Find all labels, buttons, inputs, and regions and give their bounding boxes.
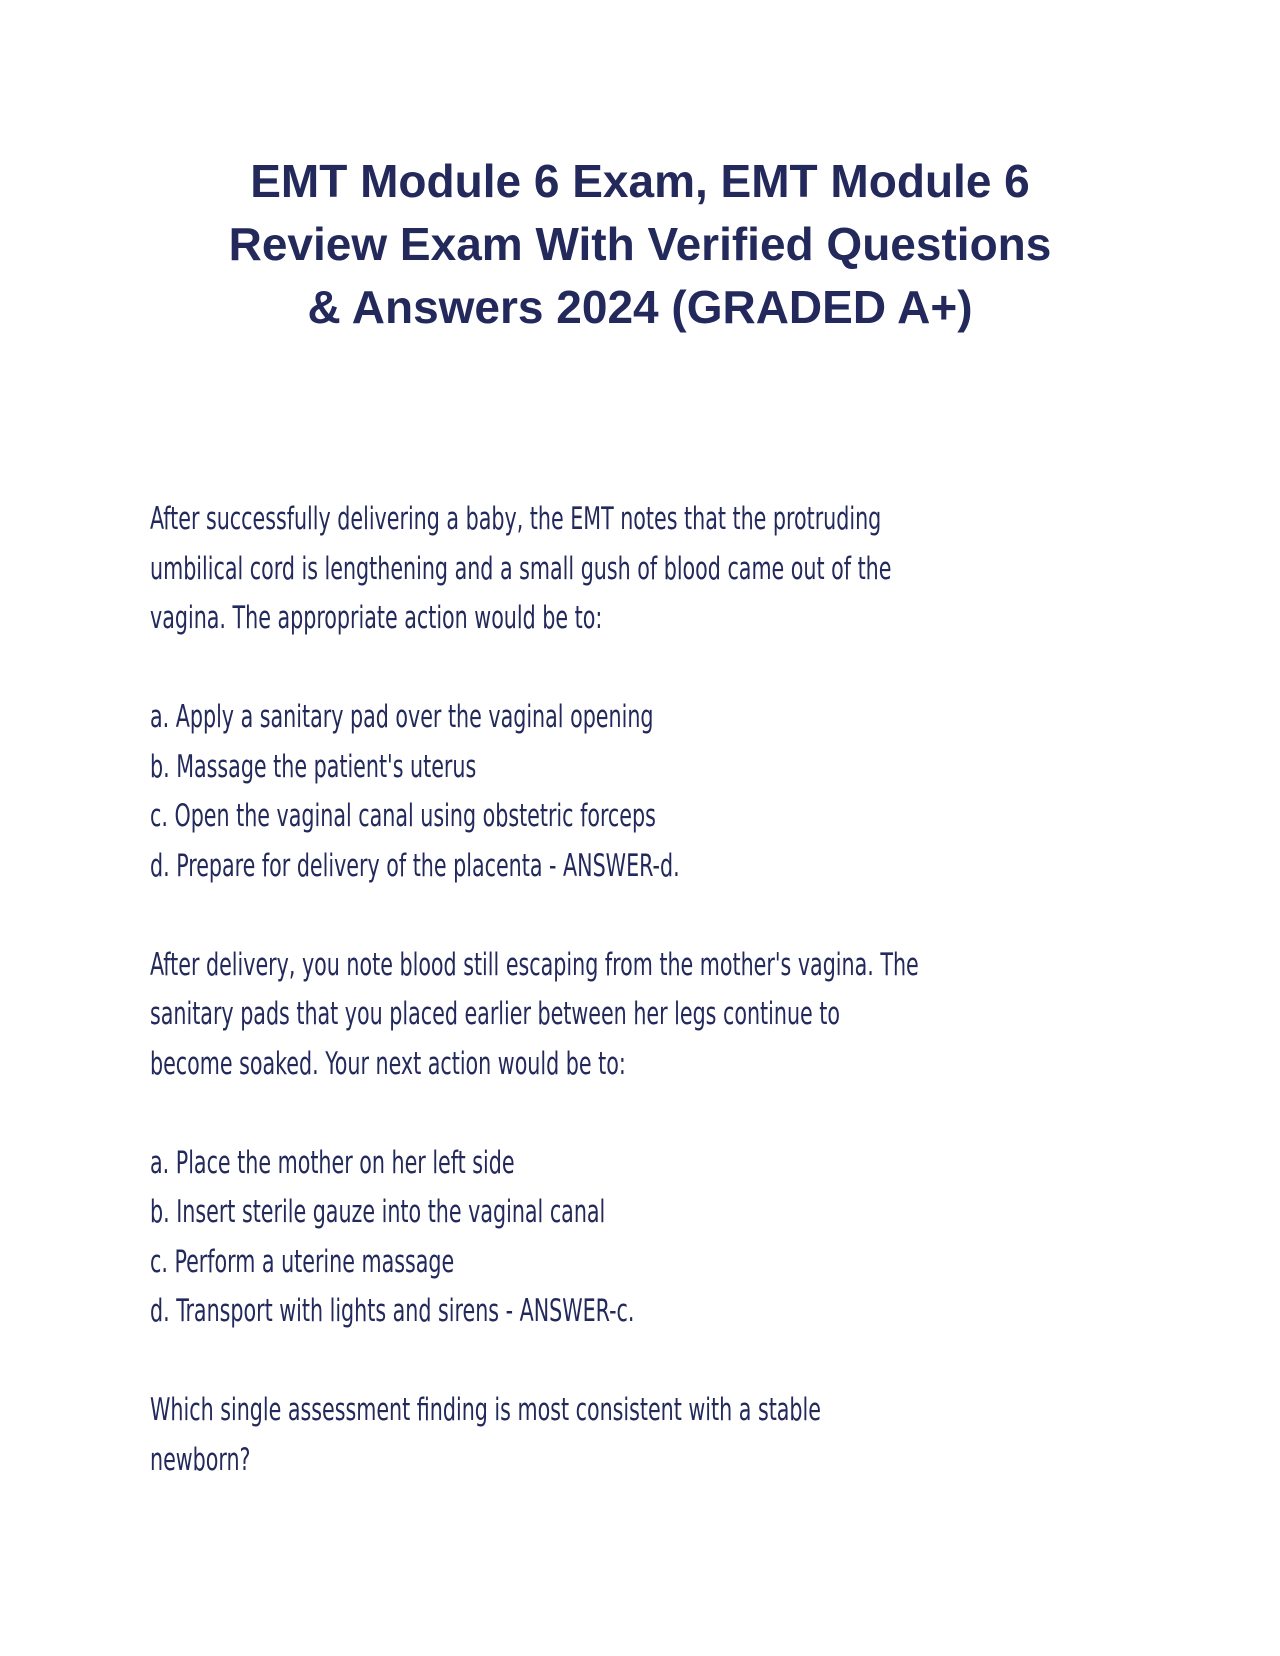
paragraph-gap [150, 891, 890, 941]
question-stem-line: After successfully delivering a baby, the EMT notes that the protruding [150, 501, 882, 537]
paragraph-gap [150, 644, 890, 694]
answer-option: c. Open the vaginal canal using obstetric forceps [150, 798, 656, 834]
question-stem-line: umbilical cord is lengthening and a small gush of blood came out of the [150, 550, 892, 587]
title-line: EMT Module 6 Exam, EMT Module 6 [250, 155, 1030, 207]
paragraph-gap [150, 1089, 890, 1139]
paragraph-gap [150, 1337, 890, 1387]
answer-option: b. Insert sterile gauze into the vaginal canal [150, 1194, 606, 1230]
title-line: Review Exam With Verified Questions [228, 218, 1052, 270]
question-stem-line: vagina. The appropriate action would be to: [150, 600, 603, 636]
answer-option: c. Perform a uterine massage [150, 1243, 455, 1280]
answer-option: b. Massage the patient's uterus [150, 748, 477, 785]
answer-option: a. Apply a sanitary pad over the vaginal opening [150, 699, 654, 735]
question-stem-line: newborn? [150, 1441, 251, 1478]
document-title [140, 150, 1140, 339]
question-stem-line: After delivery, you note blood still escaping from the mother's vagina. The [150, 946, 919, 983]
question-stem-line: sanitary pads that you placed earlier between her legs continue to [150, 996, 840, 1032]
answer-option: d. Transport with lights and sirens - ANSWER-c. [150, 1293, 635, 1329]
answer-option: d. Prepare for delivery of the placenta - ANSWER-d. [150, 847, 680, 884]
title-line: & Answers 2024 (GRADED A+) [307, 281, 973, 333]
question-2 [150, 941, 919, 1337]
question-stem-line: Which single assessment finding is most consistent with a stable [150, 1392, 821, 1428]
question-stem-line: become soaked. Your next action would be to: [150, 1045, 626, 1082]
document-body [150, 495, 919, 1485]
question-3 [150, 1386, 890, 1485]
answer-option: a. Place the mother on her left side [150, 1144, 515, 1181]
question-1 [150, 495, 890, 891]
